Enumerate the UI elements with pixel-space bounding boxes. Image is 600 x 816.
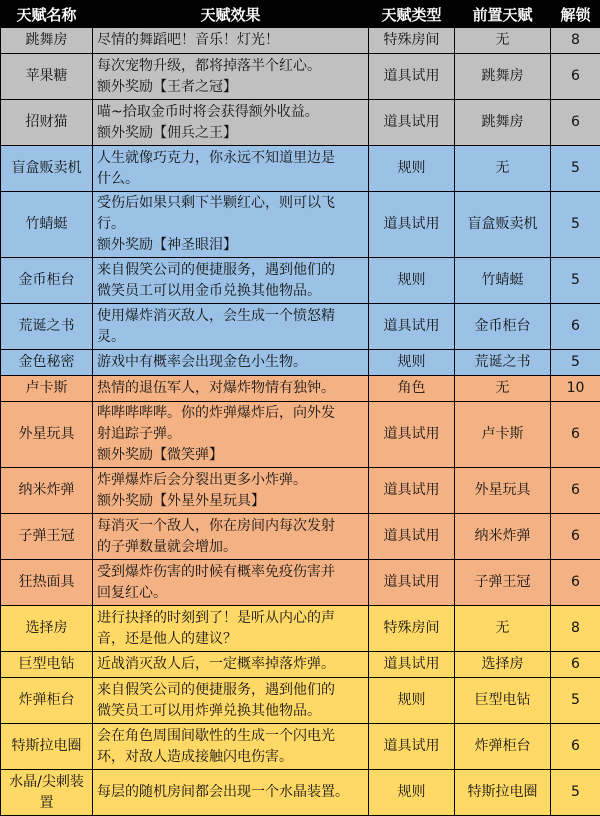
header-name: 天赋名称 xyxy=(1,1,93,28)
talent-effect-cell xyxy=(93,54,369,100)
table-row xyxy=(1,606,600,652)
talent-unlock-cell: 5 xyxy=(551,258,600,304)
table-row xyxy=(1,100,600,146)
talent-name-cell-line: 跳舞房 xyxy=(2,30,91,51)
talent-effect-cell-line: 炸弹爆炸后会分裂出更多小炸弹。 xyxy=(97,470,364,491)
talent-effect-cell-line: 射追踪子弹。 xyxy=(97,424,364,445)
talent-effect-cell-line: 来自假笑公司的便捷服务，遇到他们的 xyxy=(97,680,364,701)
talent-prerequisite-cell: 炸弹柜台 xyxy=(455,724,551,770)
talent-effect-cell-line: 微笑员工可以用金币兑换其他物品。 xyxy=(97,281,364,302)
talent-name-cell-line: 竹蜻蜓 xyxy=(2,214,91,235)
talent-type-cell: 角色 xyxy=(369,376,455,402)
talent-name-cell-line: 招财猫 xyxy=(2,112,91,133)
talent-prerequisite-cell: 盲盒贩卖机 xyxy=(455,192,551,258)
talent-effect-cell xyxy=(93,652,369,678)
talent-effect-cell xyxy=(93,258,369,304)
table-row xyxy=(1,724,600,770)
talent-unlock-cell: 6 xyxy=(551,402,600,468)
table-body xyxy=(1,28,600,816)
talent-unlock-cell: 6 xyxy=(551,514,600,560)
talent-effect-cell xyxy=(93,100,369,146)
talent-effect-cell-line: 额外奖励【佣兵之王】 xyxy=(97,123,364,144)
header-row xyxy=(1,1,600,28)
talent-name-cell xyxy=(1,350,93,376)
talent-effect-cell-line: 额外奖励【微笑弹】 xyxy=(97,445,364,466)
talent-effect-cell-line: 的子弹数量就会增加。 xyxy=(97,537,364,558)
talent-effect-cell-line: 什么。 xyxy=(97,169,364,190)
table-row xyxy=(1,350,600,376)
talent-unlock-cell: 6 xyxy=(551,560,600,606)
table-row xyxy=(1,402,600,468)
talent-effect-cell xyxy=(93,514,369,560)
talent-prerequisite-cell: 卢卡斯 xyxy=(455,402,551,468)
talent-type-cell: 规则 xyxy=(369,678,455,724)
talent-unlock-cell: 8 xyxy=(551,28,600,54)
talent-effect-cell-line: 环，对敌人造成接触闪电伤害。 xyxy=(97,747,364,768)
talent-name-cell-line: 特斯拉电圈 xyxy=(2,736,91,757)
talent-effect-cell-line: 哔哔哔哔哔。你的炸弹爆炸后，向外发 xyxy=(97,403,364,424)
talent-name-cell xyxy=(1,100,93,146)
table-row xyxy=(1,146,600,192)
talent-prerequisite-cell: 纳米炸弹 xyxy=(455,514,551,560)
talent-effect-cell xyxy=(93,192,369,258)
talent-type-cell: 规则 xyxy=(369,350,455,376)
header-prerequisite: 前置天赋 xyxy=(455,1,551,28)
talent-effect-cell-line: 额外奖励【王者之冠】 xyxy=(97,77,364,98)
talent-type-cell: 道具试用 xyxy=(369,192,455,258)
talent-effect-cell-line: 近战消灭敌人后，一定概率掉落炸弹。 xyxy=(97,654,364,675)
talent-effect-cell-line: 受伤后如果只剩下半颗红心，则可以飞 xyxy=(97,193,364,214)
talent-name-cell xyxy=(1,28,93,54)
talent-type-cell: 道具试用 xyxy=(369,402,455,468)
talent-name-cell-line: 外星玩具 xyxy=(2,424,91,445)
talent-prerequisite-cell: 外星玩具 xyxy=(455,468,551,514)
talent-type-cell: 道具试用 xyxy=(369,514,455,560)
talent-effect-cell-line: 每消灭一个敌人，你在房间内每次发射 xyxy=(97,516,364,537)
talent-effect-cell xyxy=(93,678,369,724)
talent-effect-cell-line: 行。 xyxy=(97,214,364,235)
talent-name-cell xyxy=(1,304,93,350)
talent-effect-cell-line: 进行抉择的时刻到了！是听从内心的声 xyxy=(97,608,364,629)
talent-prerequisite-cell: 无 xyxy=(455,606,551,652)
talent-type-cell: 道具试用 xyxy=(369,560,455,606)
talent-prerequisite-cell: 跳舞房 xyxy=(455,54,551,100)
talent-name-cell-line: 子弹王冠 xyxy=(2,526,91,547)
talent-type-cell: 特殊房间 xyxy=(369,28,455,54)
table-row xyxy=(1,652,600,678)
talent-effect-cell xyxy=(93,606,369,652)
talent-unlock-cell: 5 xyxy=(551,350,600,376)
talent-unlock-cell: 6 xyxy=(551,724,600,770)
talent-name-cell xyxy=(1,560,93,606)
talent-effect-cell-line: 尽情的舞蹈吧！音乐！灯光！ xyxy=(97,30,364,51)
talent-name-cell-line: 苹果糖 xyxy=(2,66,91,87)
talent-effect-cell xyxy=(93,28,369,54)
talent-effect-cell-line: 每层的随机房间都会出现一个水晶装置。 xyxy=(97,782,364,803)
talent-name-cell-line: 炸弹柜台 xyxy=(2,690,91,711)
talent-effect-cell xyxy=(93,350,369,376)
talent-effect-cell-line: 使用爆炸消灭敌人，会生成一个愤怒精 xyxy=(97,306,364,327)
talent-prerequisite-cell: 无 xyxy=(455,146,551,192)
talent-name-cell-line: 盲盒贩卖机 xyxy=(2,158,91,179)
talent-name-cell xyxy=(1,258,93,304)
talent-effect-cell-line: 额外奖励【外星外星玩具】 xyxy=(97,491,364,512)
talent-name-cell xyxy=(1,514,93,560)
talent-name-cell xyxy=(1,678,93,724)
talent-name-cell-line: 荒诞之书 xyxy=(2,316,91,337)
talent-name-cell xyxy=(1,468,93,514)
talent-type-cell: 规则 xyxy=(369,770,455,816)
talent-name-cell-line: 巨型电钻 xyxy=(2,654,91,675)
talent-effect-cell-line: 每次宠物升级，都将掉落半个红心。 xyxy=(97,56,364,77)
talent-effect-cell-line: 回复红心。 xyxy=(97,583,364,604)
talent-name-cell-line: 置 xyxy=(2,793,91,814)
talent-prerequisite-cell: 选择房 xyxy=(455,652,551,678)
talent-unlock-cell: 6 xyxy=(551,54,600,100)
talent-unlock-cell: 5 xyxy=(551,192,600,258)
talent-name-cell xyxy=(1,770,93,816)
talent-name-cell xyxy=(1,606,93,652)
talent-effect-cell xyxy=(93,770,369,816)
table-row xyxy=(1,560,600,606)
table-row xyxy=(1,770,600,816)
talent-name-cell-line: 纳米炸弹 xyxy=(2,480,91,501)
talent-name-cell-line: 卢卡斯 xyxy=(2,378,91,399)
talent-unlock-cell: 5 xyxy=(551,770,600,816)
talent-effect-cell xyxy=(93,724,369,770)
talent-name-cell xyxy=(1,376,93,402)
talent-effect-cell-line: 喵~拾取金币时将会获得额外收益。 xyxy=(97,102,364,123)
talent-type-cell: 规则 xyxy=(369,258,455,304)
talent-unlock-cell: 6 xyxy=(551,652,600,678)
table-row xyxy=(1,468,600,514)
talent-type-cell: 道具试用 xyxy=(369,652,455,678)
talent-unlock-cell: 5 xyxy=(551,146,600,192)
talent-name-cell-line: 金色秘密 xyxy=(2,352,91,373)
talent-name-cell xyxy=(1,652,93,678)
talent-prerequisite-cell: 竹蜻蜓 xyxy=(455,258,551,304)
talent-name-cell xyxy=(1,402,93,468)
talent-unlock-cell: 8 xyxy=(551,606,600,652)
talent-prerequisite-cell: 特斯拉电圈 xyxy=(455,770,551,816)
table-row xyxy=(1,28,600,54)
talent-type-cell: 道具试用 xyxy=(369,304,455,350)
talent-effect-cell-line: 游戏中有概率会出现金色小生物。 xyxy=(97,352,364,373)
header-effect: 天赋效果 xyxy=(93,1,369,28)
talent-effect-cell xyxy=(93,560,369,606)
header-type: 天赋类型 xyxy=(369,1,455,28)
talent-prerequisite-cell: 荒诞之书 xyxy=(455,350,551,376)
talent-unlock-cell: 5 xyxy=(551,678,600,724)
table-row xyxy=(1,54,600,100)
talent-unlock-cell: 6 xyxy=(551,100,600,146)
talent-unlock-cell: 6 xyxy=(551,468,600,514)
talent-effect-cell-line: 灵。 xyxy=(97,327,364,348)
talent-effect-cell xyxy=(93,402,369,468)
talent-effect-cell xyxy=(93,468,369,514)
talent-effect-cell-line: 微笑员工可以用炸弹兑换其他物品。 xyxy=(97,701,364,722)
talent-type-cell: 规则 xyxy=(369,146,455,192)
talent-name-cell xyxy=(1,724,93,770)
talent-effect-cell-line: 额外奖励【神圣眼泪】 xyxy=(97,235,364,256)
talent-name-cell xyxy=(1,146,93,192)
table-row xyxy=(1,258,600,304)
talent-effect-cell xyxy=(93,304,369,350)
talent-name-cell-line: 金币柜台 xyxy=(2,270,91,291)
talent-name-cell-line: 水晶/尖刺装 xyxy=(2,772,91,793)
talent-effect-cell-line: 音，还是他人的建议？ xyxy=(97,629,364,650)
table-row xyxy=(1,192,600,258)
talent-effect-cell-line: 会在角色周围间歇性的生成一个闪电光 xyxy=(97,726,364,747)
talent-effect-cell-line: 热情的退伍军人，对爆炸物情有独钟。 xyxy=(97,378,364,399)
talent-name-cell xyxy=(1,54,93,100)
talent-effect-cell xyxy=(93,376,369,402)
talent-name-cell-line: 狂热面具 xyxy=(2,572,91,593)
talent-unlock-cell: 10 xyxy=(551,376,600,402)
talent-type-cell: 特殊房间 xyxy=(369,606,455,652)
talent-type-cell: 道具试用 xyxy=(369,468,455,514)
talent-prerequisite-cell: 跳舞房 xyxy=(455,100,551,146)
talent-effect-cell-line: 来自假笑公司的便捷服务，遇到他们的 xyxy=(97,260,364,281)
talent-prerequisite-cell: 巨型电钻 xyxy=(455,678,551,724)
talent-effect-cell xyxy=(93,146,369,192)
talent-name-cell xyxy=(1,192,93,258)
talent-type-cell: 道具试用 xyxy=(369,54,455,100)
talent-prerequisite-cell: 无 xyxy=(455,28,551,54)
talent-prerequisite-cell: 金币柜台 xyxy=(455,304,551,350)
header-unlock: 解锁 xyxy=(551,1,600,28)
talent-unlock-cell: 6 xyxy=(551,304,600,350)
talent-type-cell: 道具试用 xyxy=(369,100,455,146)
table-row xyxy=(1,678,600,724)
talent-effect-cell-line: 人生就像巧克力，你永远不知道里边是 xyxy=(97,148,364,169)
talent-name-cell-line: 选择房 xyxy=(2,618,91,639)
table-row xyxy=(1,376,600,402)
talent-prerequisite-cell: 子弹王冠 xyxy=(455,560,551,606)
talent-prerequisite-cell: 无 xyxy=(455,376,551,402)
table-row xyxy=(1,514,600,560)
talent-type-cell: 道具试用 xyxy=(369,724,455,770)
talent-effect-cell-line: 受到爆炸伤害的时候有概率免疫伤害并 xyxy=(97,562,364,583)
table-row xyxy=(1,304,600,350)
